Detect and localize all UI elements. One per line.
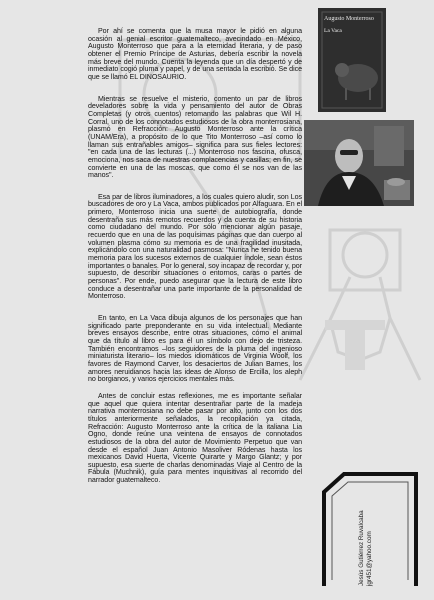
article-body — [88, 28, 302, 494]
book-cover-image — [318, 8, 386, 112]
byline-email: jgr451@yahoo.com — [366, 531, 373, 586]
book-title: La Vaca — [324, 28, 342, 34]
article-paragraph: Esa par de libros iluminadores, a los cuales quiero aludir, son Los buscadores de oro y La Vaca, ambos publicados por Alfaguara. En el primero, Monterroso inicia una suerte de autobiografía, donde desentraña sus más remotos recuerdos y da cuenta de su historia como ciudadano del mundo. Por sólo mencionar algún pasaje, recuerdo que en una de las poquísimas páginas que dan cuerpo al volumen plasma cómo su memoria es de una fragilidad inusitada, explicándolo con una naturalidad pasmosa: "Nunca he tenido buena memoria para los sucesos externos de cualquier índole, sean éstos importantes o banales. Por lo general, soy incapaz de recordar y, por supuesto, de describir situaciones o entornos, caras o partes de personas". Por ende, puedo asegurar que la lectura de este libro conduce a desentrañar una parte importante de la personalidad de Monterroso. — [88, 192, 302, 301]
article-paragraph: Antes de concluir estas reflexiones, me es importante señalar que aquel que quiera intentar desentrañar parte de la madeja narrativa monterrosiana no debe pasar por alto, junto con los dos títulos anteriormente señalados, la recopilación ya citada, Refracción: Augusto Monterroso ante la crítica de la italiana Lia Ogno, donde reúne una veintena de ensayos de connotados estudiosos de la obra del autor de Movimiento Perpetuo que van desde el español Juan Antonio Masoliver Ródenas hasta los mexicanos David Huerta, Vicente Quirarte y Margo Glantz; y por supuesto, esa suerte de charlas denominadas Viaje al Centro de la Fábula (Muchnik), guía para mentes inquisitivas al recorrido del narrador guatemalteco. — [88, 391, 302, 485]
article-paragraph: En tanto, en La Vaca dibuja algunos de los personajes que han significado parte preponderante en su vida intelectual. Mediante breves ensayos describe, entre otras situaciones, cómo el animal que da título al libro es para él un símbolo con dejo de tristeza. También encontramos –los seguidores de la pluma del ingenioso miniaturista literario– los miedos idiomáticos de Virginia Woolf, los favores de Raymond Carver, los desaciertos de Julian Barnes, los amores neruidianos hacia las ideas de Alonso de Ercilla, los aleph no borgianos, y varios ejercicios mentales más. — [88, 314, 302, 384]
byline-name: Jesús Gutiérrez Ruvalcaba — [358, 510, 365, 586]
book-author: Augusto Monterroso — [324, 16, 374, 22]
article-paragraph: Por ahí se comenta que la musa mayor le pidió en alguna ocasión al genial escritor guatemalteco, avecindado en México, Augusto Monterroso que para a la eternidad literaria, y de paso obtener el Premio Príncipe de Asturias, debería escribir la novela más breve del mundo. Cuenta la leyenda que un día despertó y de inmediato cogió pluma y papel, y de una sentada la escribió. Se dice que se llamó EL DINOSAURIO. — [88, 27, 302, 81]
article-paragraph: Mientras se resuelve el misterio, comento un par de libros develadores sobre la vida y pensamiento del autor de Obras Completas (y otros cuentos) retomando las palabras que Wil H. Corral, uno de los connotados estudiosos de la obra monterrosiana, plasmó en Refracción: Augusto Monterroso ante la crítica (UNAM/Era), a propósito de lo que Tito Monterroso –así como lo llaman sus entrañables amigos– significa para sus fieles lectores: "en cada una de las lecturas (...) Monterroso nos fascina, ofusca, emociona, nos saca de nuestras complacencias y casillas; en fin, se convierte en una de las moscas, que como él se nos van de las manos". — [88, 94, 302, 180]
author-photo — [304, 120, 414, 206]
byline — [358, 510, 374, 586]
